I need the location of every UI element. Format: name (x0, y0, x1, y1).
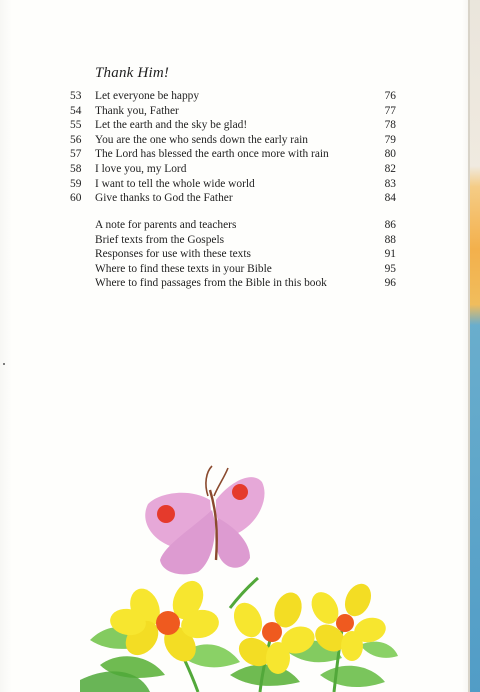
appendix-entry (70, 247, 400, 262)
contents-list (70, 89, 400, 206)
entry-title: Let the earth and the sky be glad! (95, 119, 248, 132)
flower-middle (229, 589, 319, 674)
entry-title: I want to tell the whole wide world (95, 177, 255, 190)
entry-page: 76 (384, 90, 396, 102)
entry-number: 53 (70, 90, 82, 102)
appendix-page: 91 (384, 248, 396, 261)
contents-entry (70, 177, 400, 192)
appendix-title: Brief texts from the Gospels (95, 233, 225, 246)
entry-number: 55 (70, 119, 82, 132)
entry-title: Let everyone be happy (95, 90, 200, 102)
appendix-page: 86 (384, 219, 396, 231)
butterfly (145, 466, 264, 574)
entry-page: 83 (384, 177, 396, 190)
appendix-title: Where to find these texts in your Bible (95, 262, 272, 275)
appendix-title: Responses for use with these texts (95, 248, 251, 261)
contents-entry (70, 118, 400, 133)
entry-page: 84 (384, 192, 396, 205)
contents-entry (70, 191, 400, 206)
entry-number: 58 (70, 162, 82, 175)
section-title: Thank Him! (95, 65, 170, 81)
appendix-page: 95 (384, 262, 396, 275)
contents-entry (70, 89, 400, 104)
entry-title: Give thanks to God the Father (95, 192, 233, 205)
butterfly-flowers-illustration (80, 460, 400, 692)
page-edge-line (468, 0, 470, 692)
entry-title: You are the one who sends down the early rain (95, 133, 309, 146)
page-speck (3, 363, 5, 365)
entry-title: The Lord has blessed the earth once more with rain (95, 148, 329, 161)
contents-entry (70, 104, 400, 119)
appendix-page: 96 (384, 277, 396, 290)
entry-page: 78 (384, 119, 396, 132)
entry-title: Thank you, Father (95, 104, 179, 117)
appendix-entry (70, 233, 400, 248)
appendix-list (70, 218, 400, 291)
entry-page: 79 (384, 133, 396, 146)
appendix-title: A note for parents and teachers (95, 219, 237, 231)
entry-page: 77 (384, 104, 396, 117)
appendix-entry (70, 276, 400, 291)
contents-entry (70, 147, 400, 162)
entry-number: 57 (70, 148, 82, 161)
entry-number: 54 (70, 104, 82, 117)
appendix-title: Where to find passages from the Bible in this book (95, 277, 327, 290)
entry-number: 59 (70, 177, 82, 190)
entry-number: 60 (70, 192, 82, 205)
entry-number: 56 (70, 133, 82, 146)
entry-page: 82 (384, 162, 396, 175)
appendix-page: 88 (384, 233, 396, 246)
contents-entry (70, 133, 400, 148)
appendix-entry (70, 218, 400, 233)
entry-page: 80 (384, 148, 396, 161)
appendix-entry (70, 262, 400, 277)
contents-entry (70, 162, 400, 177)
entry-title: I love you, my Lord (95, 162, 187, 175)
